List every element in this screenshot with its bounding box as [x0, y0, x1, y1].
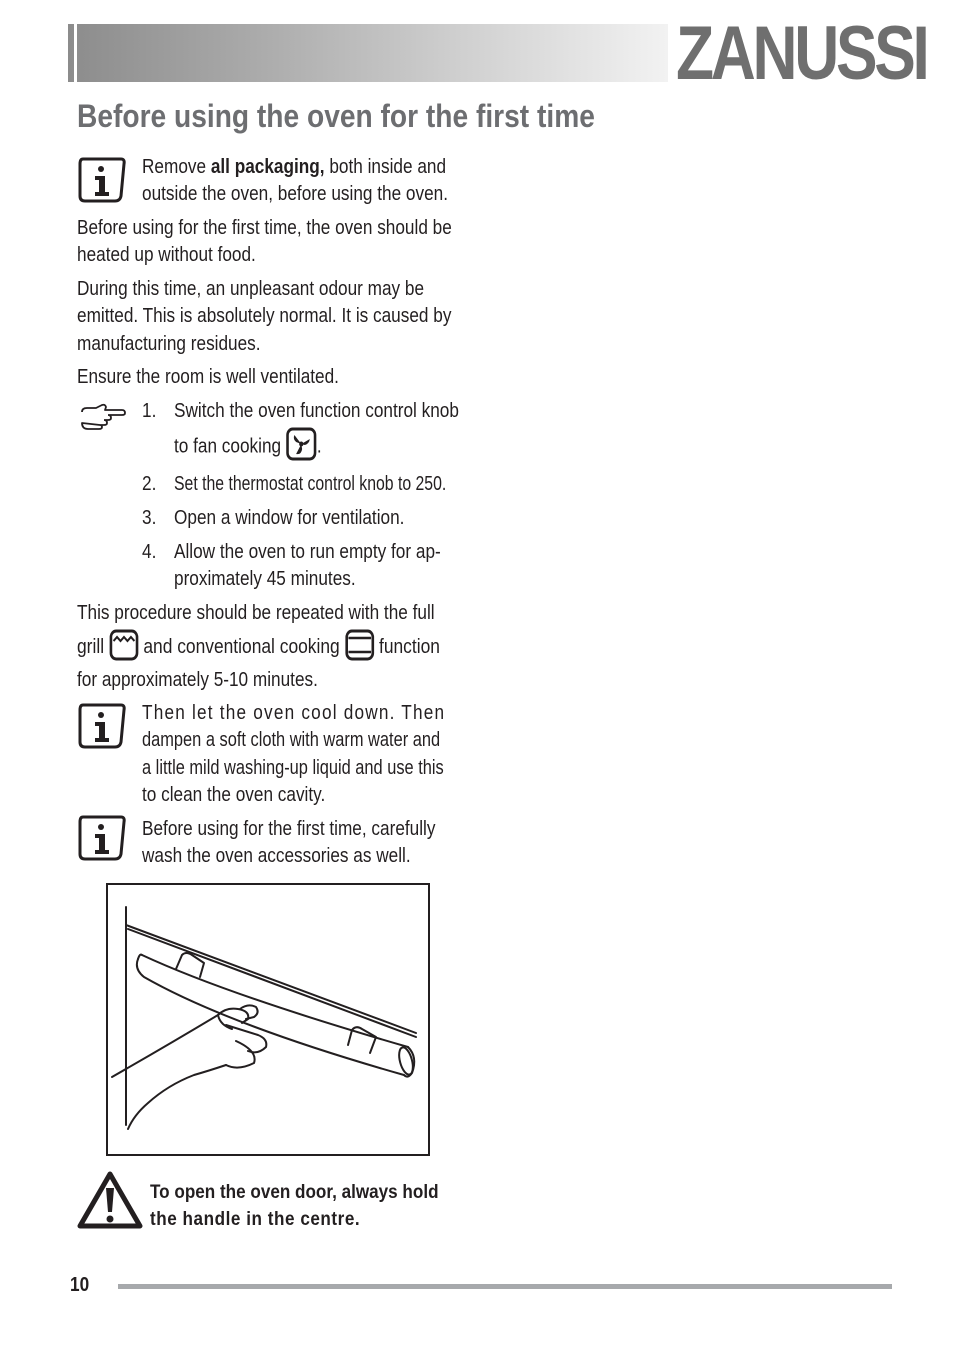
warning-text-line2: the handle in the centre.	[150, 1209, 361, 1230]
page-number: 10	[70, 1274, 90, 1296]
step-text-line2: to fan cooking .	[174, 433, 322, 461]
info-cooldown-text-line4: to clean the oven cavity.	[142, 784, 326, 806]
step-text: Open a window for ventilation.	[174, 507, 405, 529]
page-title: Before using the oven for the first time	[77, 98, 595, 134]
info-cooldown-text-line2: dampen a soft cloth with warm water and	[142, 729, 441, 751]
info-icon	[77, 156, 127, 204]
info-packaging-text: Remove all packaging, both inside and	[142, 156, 447, 178]
step-text: Allow the oven to run empty for ap-	[174, 541, 441, 563]
paragraph-odour-line3: manufacturing residues.	[77, 333, 261, 355]
oven-door-handle-drawing	[108, 885, 428, 1154]
paragraph-first-heat-line2: heated up without food.	[77, 244, 256, 266]
step-number: 2.	[142, 473, 157, 495]
header-bar	[68, 24, 668, 82]
info-accessories-text: Before using for the first time, carefully	[142, 818, 436, 840]
warning-icon	[76, 1170, 144, 1230]
paragraph-odour-line2: emitted. This is absolutely normal. It is caused by	[77, 305, 452, 327]
step-number: 4.	[142, 541, 157, 563]
info-accessories-text-line2: wash the oven accessories as well.	[142, 845, 411, 867]
info-cooldown-text-line3: a little mild washing-up liquid and use this	[142, 757, 444, 779]
info-icon	[77, 702, 127, 750]
fan-cooking-icon	[286, 427, 317, 461]
brand-logo: ZANUSSI	[676, 11, 927, 96]
paragraph-odour: During this time, an unpleasant odour may be	[77, 278, 425, 300]
footer-rule	[118, 1284, 892, 1289]
info-cooldown-text: Then let the oven cool down. Then	[142, 702, 446, 724]
step-number: 3.	[142, 507, 157, 529]
paragraph-ventilate: Ensure the room is well ventilated.	[77, 366, 339, 388]
oven-door-illustration	[106, 883, 430, 1156]
step-text: Set the thermostat control knob to 250.	[174, 473, 447, 495]
step-text-line2: proximately 45 minutes.	[174, 568, 356, 590]
conventional-cooking-icon	[345, 629, 375, 661]
paragraph-repeat-line3: for approximately 5-10 minutes.	[77, 669, 318, 691]
info-icon	[77, 814, 127, 862]
pointing-hand-icon	[78, 402, 126, 430]
step-number: 1.	[142, 400, 157, 422]
warning-text: To open the oven door, always hold	[150, 1182, 439, 1203]
info-packaging-text-line2: outside the oven, before using the oven.	[142, 183, 448, 205]
paragraph-repeat-line2: grill and conventional cooking function	[77, 634, 440, 661]
step-text: Switch the oven function control knob	[174, 400, 459, 422]
grill-icon	[109, 629, 139, 661]
paragraph-first-heat: Before using for the first time, the oven should be	[77, 217, 452, 239]
paragraph-repeat: This procedure should be repeated with the full	[77, 602, 435, 624]
